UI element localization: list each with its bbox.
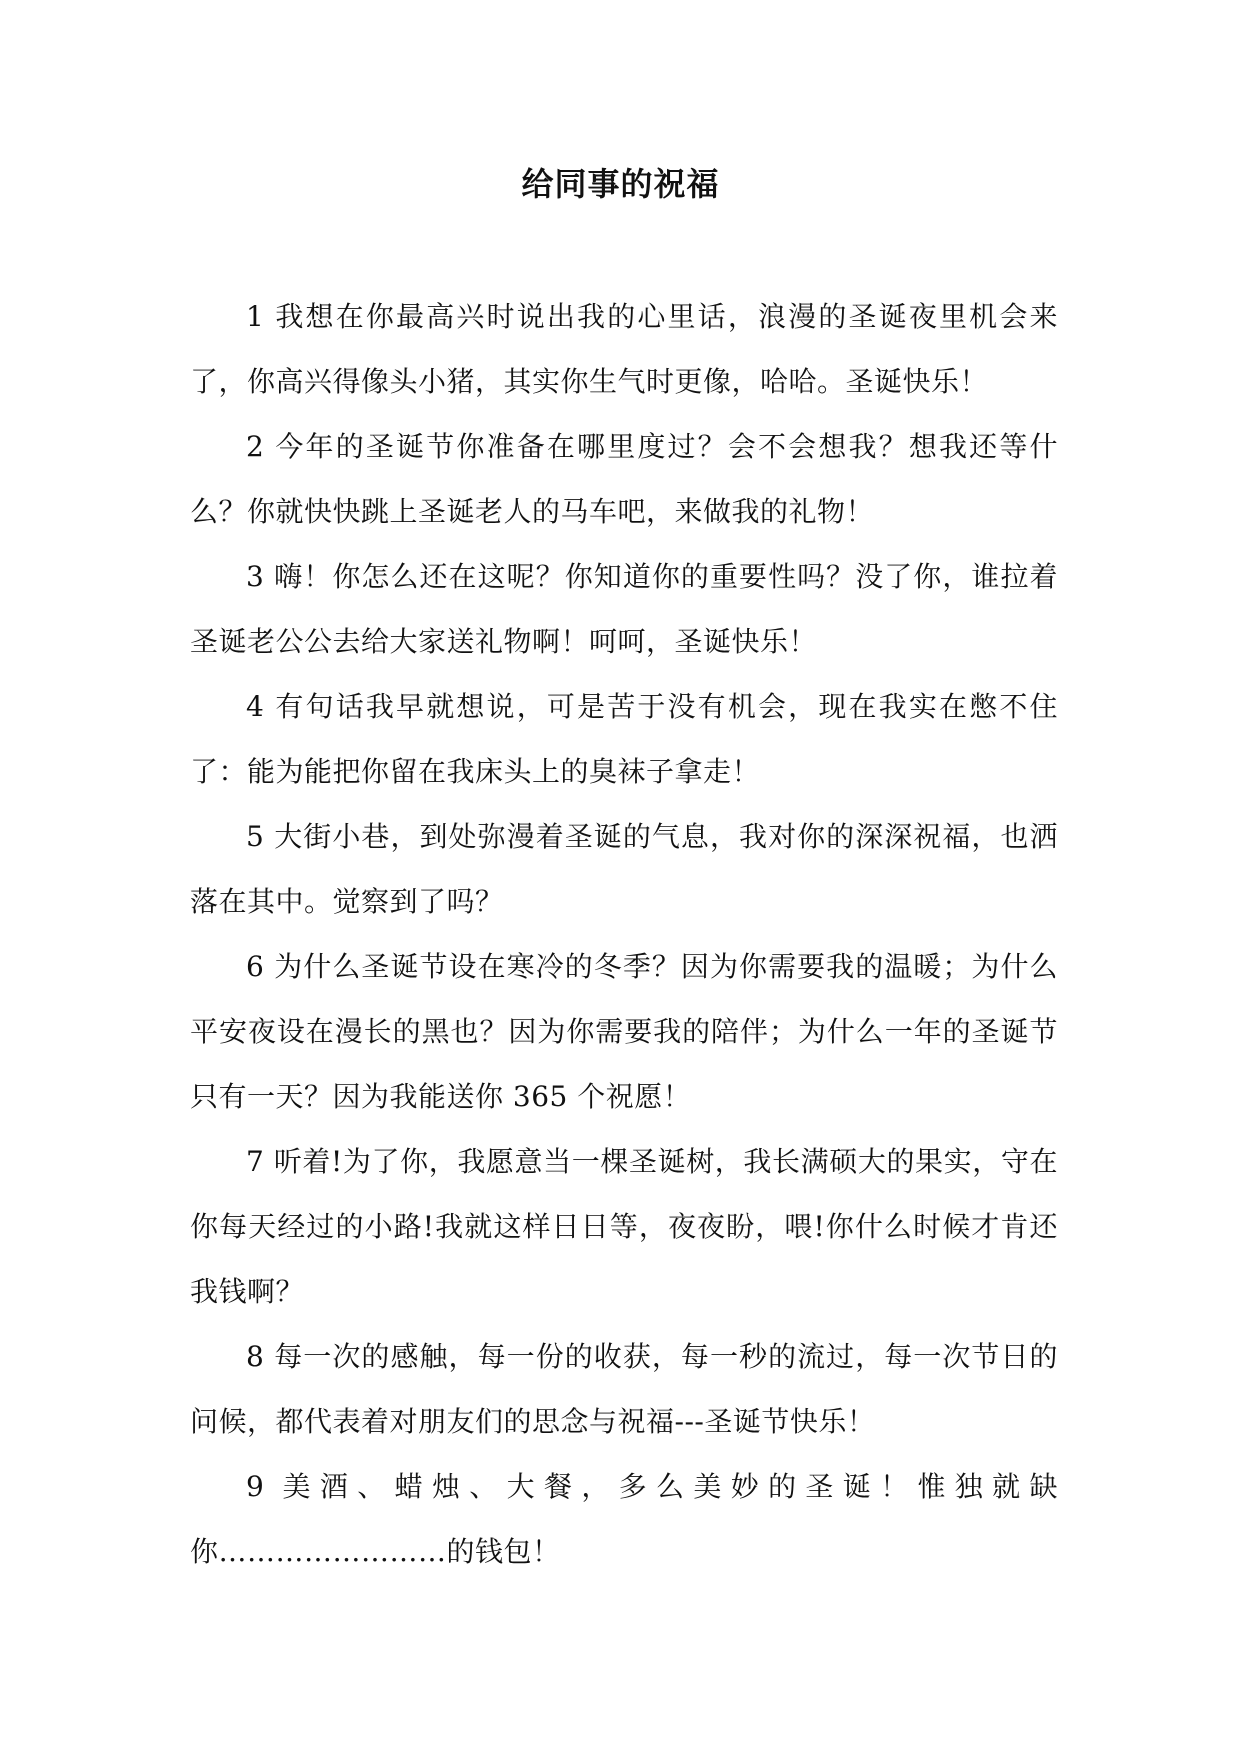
paragraph-1: 1 我想在你最高兴时说出我的心里话，浪漫的圣诞夜里机会来了，你高兴得像头小猪，其实你生气时更像，哈哈。圣诞快乐！: [190, 300, 1058, 398]
paragraph-4: 4 有句话我早就想说，可是苦于没有机会，现在我实在憋不住了：能为能把你留在我床头上的臭袜子拿走！: [190, 690, 1058, 788]
paragraph-9: 9 美酒、蜡烛、大餐，多么美妙的圣诞！惟独就缺你……………………的钱包！: [190, 1470, 1058, 1568]
paragraph-6: 6 为什么圣诞节设在寒冷的冬季？因为你需要我的温暖；为什么平安夜设在漫长的黑也？因为你需要我的陪伴；为什么一年的圣诞节只有一天？因为我能送你 365 个祝愿！: [190, 950, 1058, 1113]
paragraph-8: 8 每一次的感触，每一份的收获，每一秒的流过，每一次节日的问候，都代表着对朋友们的思念与祝福---圣诞节快乐！: [190, 1340, 1058, 1438]
document-body: [190, 284, 1058, 1584]
document-title: 给同事的祝福: [521, 165, 720, 203]
paragraph-7: 7 听着!为了你，我愿意当一棵圣诞树，我长满硕大的果实，守在你每天经过的小路!我就这样日日等，夜夜盼，喂!你什么时候才肯还我钱啊？: [190, 1145, 1058, 1308]
paragraph-3: 3 嗨！你怎么还在这呢？你知道你的重要性吗？没了你，谁拉着圣诞老公公去给大家送礼物啊！呵呵，圣诞快乐！: [190, 560, 1058, 658]
paragraph-5: 5 大街小巷，到处弥漫着圣诞的气息，我对你的深深祝福，也洒落在其中。觉察到了吗？: [190, 820, 1058, 918]
paragraph-2: 2 今年的圣诞节你准备在哪里度过？会不会想我？想我还等什么？你就快快跳上圣诞老人的马车吧，来做我的礼物！: [190, 430, 1058, 528]
